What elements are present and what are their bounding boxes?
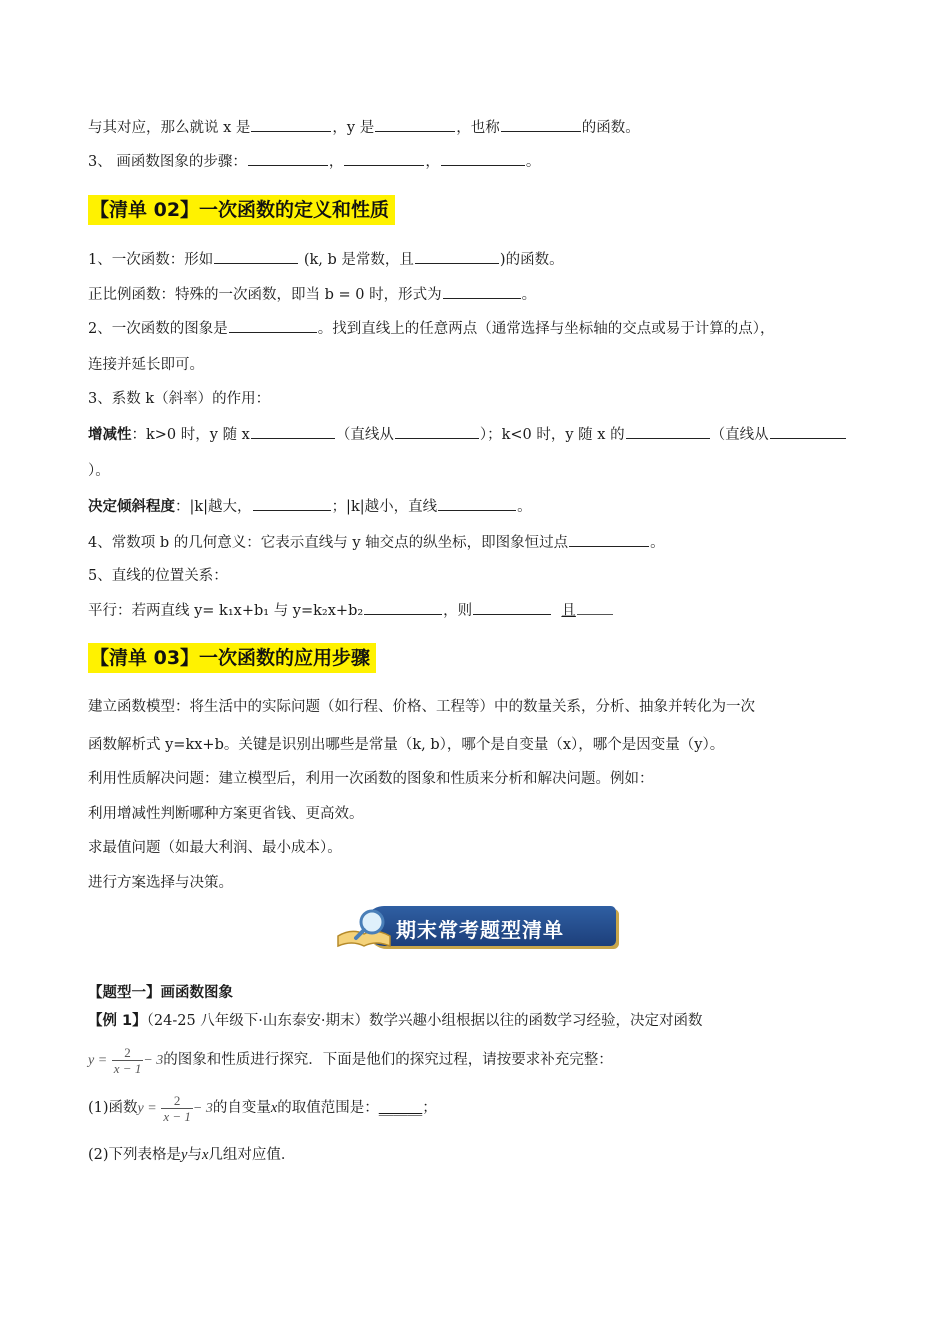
variable: x [201, 1147, 209, 1163]
text: 的图象和性质进行探究．下面是他们的探究过程，请按要求补充完整： [163, 1052, 613, 1068]
label: 决定倾斜程度 [88, 499, 175, 515]
text: 2、一次函数的图象是 [88, 321, 228, 337]
fraction-denominator: x − 1 [113, 1060, 142, 1076]
text: )的函数。 [499, 252, 564, 268]
answer-blank[interactable] [214, 249, 298, 264]
answer-blank[interactable] [626, 424, 710, 439]
text: 平行：若两直线 y= k₁x+b₁ 与 y=k₂x+b₂ [88, 603, 364, 619]
text: ；|k|越小，直线 [331, 499, 438, 515]
text: ， [328, 154, 344, 170]
text: (1)函数 [88, 1100, 138, 1116]
text: 4、常数项 b 的几何意义：它表示直线与 y 轴交点的纵坐标，即图象恒过点 [88, 535, 569, 551]
fraction-denominator: x − 1 [163, 1108, 191, 1124]
text: 。找到直线上的任意两点（通常选择与坐标轴的交点或易于计算的点）， [317, 321, 775, 337]
text: 几组对应值． [208, 1147, 296, 1163]
paragraph-line: 函数解析式 y=kx+b。关键是识别出哪些是常量（k, b），哪个是自变量（x），哪个是因变量（y）。 [88, 737, 725, 753]
answer-blank[interactable] [473, 600, 551, 615]
text: ）；k<0 时，y 随 x 的 [479, 427, 625, 443]
text: 。 [525, 154, 541, 170]
example-label: 【例 1】 [88, 1013, 147, 1029]
answer-blank[interactable] [395, 424, 479, 439]
text: 。 [521, 287, 537, 303]
fraction-numerator: 2 [112, 1045, 144, 1061]
fill-blank-line [88, 151, 540, 172]
text-line [88, 600, 614, 621]
answer-blank[interactable] [364, 600, 442, 615]
question-list-banner [334, 900, 618, 952]
text-line [88, 496, 532, 517]
paragraph-line: 进行方案选择与决策。 [88, 875, 233, 891]
paragraph-line: 建立函数模型：将生活中的实际问题（如行程、价格、工程等）中的数量关系，分析、抽象并转化为一次 [88, 699, 755, 715]
text-line: 3、系数 k（斜率）的作用： [88, 391, 271, 407]
formula-tail: − 3 [143, 1053, 164, 1068]
variable: y [181, 1147, 188, 1163]
text: ，y 是 [332, 120, 375, 136]
book-magnifier-icon [334, 900, 394, 952]
answer-blank[interactable] [441, 151, 525, 166]
answer-blank[interactable] [415, 249, 499, 264]
text: ， [425, 154, 440, 170]
answer-blank[interactable] [229, 318, 317, 333]
text-line [88, 318, 774, 339]
text: (2)下列表格是 [88, 1147, 182, 1163]
variable: x [270, 1100, 278, 1116]
paragraph-line: 利用性质解决问题：建立模型后，利用一次函数的图象和性质来分析和解决问题。例如： [88, 771, 654, 787]
answer-blank[interactable] [251, 424, 335, 439]
paragraph-line: 求最值问题（如最大利润、最小成本）。 [88, 840, 342, 856]
text: 与其对应，那么就说 x 是 [88, 120, 251, 136]
section-heading-03: 【清单 03】一次函数的应用步骤 [88, 643, 376, 673]
answer-blank[interactable] [577, 600, 613, 615]
text: (k, b 是常数，且 [299, 252, 414, 268]
text: ，也称 [456, 120, 500, 136]
answer-blank[interactable] [248, 151, 328, 166]
answer-blank[interactable] [375, 117, 455, 132]
answer-blank[interactable] [438, 496, 516, 511]
text: ，则 [443, 603, 473, 619]
text: 的函数。 [581, 120, 640, 136]
text-line [88, 249, 564, 270]
text: 与 [187, 1147, 202, 1163]
text: 正比例函数：特殊的一次函数，即当 b = 0 时，形式为 [88, 287, 442, 303]
text-line [88, 424, 847, 445]
section-heading-02: 【清单 02】一次函数的定义和性质 [88, 195, 395, 225]
banner-title: 期末常考题型清单 [396, 918, 564, 942]
text-line [88, 284, 536, 305]
answer-blank[interactable] [251, 117, 331, 132]
formula-lhs: y = [137, 1101, 157, 1116]
text-line: 5、直线的位置关系： [88, 568, 228, 584]
label: 增减性 [88, 427, 132, 443]
text: 的自变量 [212, 1100, 271, 1116]
text-line [88, 532, 665, 553]
text: （直线从 [335, 427, 394, 443]
text: 3、 画函数图象的步骤： [88, 154, 247, 170]
formula-tail: − 3 [192, 1101, 213, 1116]
text-line: 连接并延长即可。 [88, 357, 204, 373]
text: （直线从 [710, 427, 769, 443]
text: 且 [561, 603, 576, 619]
question-type-title: 【题型一】画函数图象 [88, 985, 233, 1001]
answer-blank[interactable]: ______ [378, 1100, 423, 1116]
question-2 [88, 1145, 295, 1165]
text: 。 [650, 535, 665, 551]
text: ：k>0 时，y 随 x [131, 427, 250, 443]
example-intro [88, 1011, 703, 1031]
text: 1、一次函数：形如 [88, 252, 214, 268]
text: ：|k|越大， [175, 499, 252, 515]
formula-lhs: y = [88, 1053, 108, 1068]
text: （24-25 八年级下·山东泰安·期末）数学兴趣小组根据以往的函数学习经验，决定对函数 [146, 1013, 703, 1029]
fraction [161, 1093, 193, 1124]
answer-blank[interactable] [253, 496, 331, 511]
formula-line [88, 1040, 613, 1080]
paragraph-line: 利用增减性判断哪种方案更省钱、更高效。 [88, 806, 364, 822]
text: ； [422, 1100, 437, 1116]
answer-blank[interactable] [569, 532, 649, 547]
text-line: ）。 [88, 463, 110, 479]
fraction-numerator: 2 [161, 1093, 193, 1109]
answer-blank[interactable] [501, 117, 581, 132]
answer-blank[interactable] [443, 284, 521, 299]
fraction [112, 1045, 144, 1076]
text: 。 [517, 499, 532, 515]
fill-blank-line [88, 117, 640, 138]
text: 的取值范围是： [277, 1100, 379, 1116]
answer-blank[interactable] [344, 151, 424, 166]
answer-blank[interactable] [770, 424, 846, 439]
question-1 [88, 1088, 437, 1128]
